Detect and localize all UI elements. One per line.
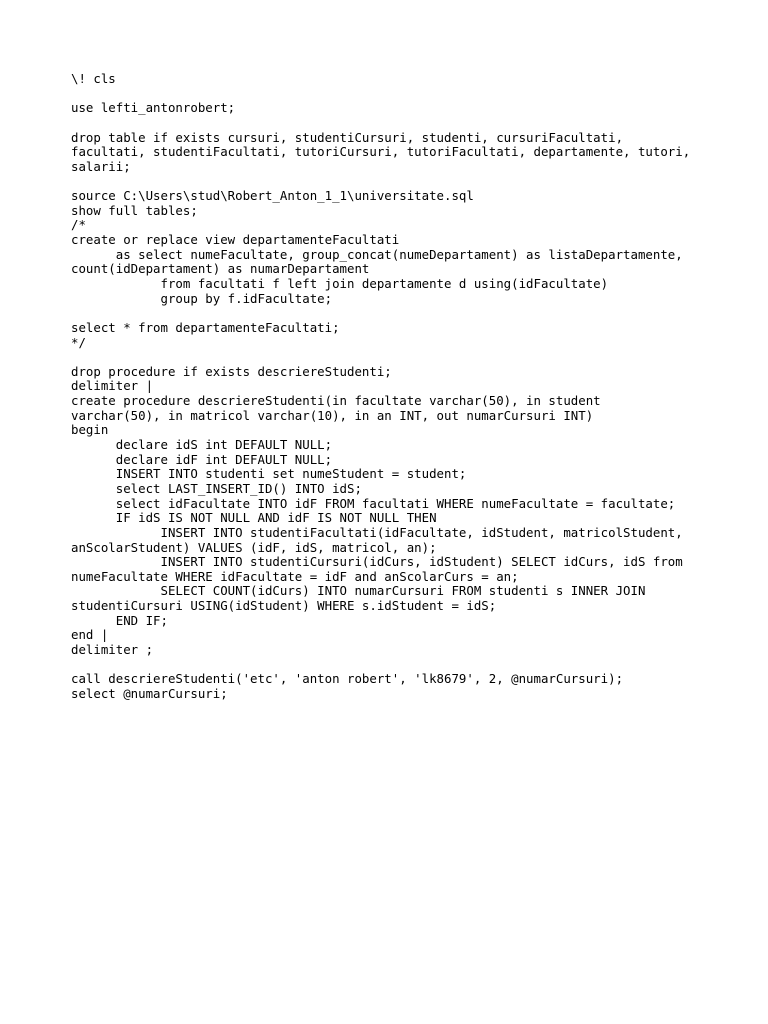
- code-line: anScolarStudent) VALUES (idF, idS, matricol, an);: [71, 539, 437, 555]
- code-line: [71, 306, 721, 321]
- code-line: from facultati f left join departamente d using(idFacultate): [71, 275, 609, 291]
- code-line: select LAST_INSERT_ID() INTO idS;: [71, 480, 362, 496]
- code-line: INSERT INTO studentiFacultati(idFacultate, idStudent, matricolStudent,: [71, 524, 683, 540]
- code-line: call descriereStudenti('etc', 'anton robert', 'lk8679', 2, @numarCursuri);: [71, 671, 624, 687]
- code-line: [71, 87, 721, 102]
- code-line: create or replace view departamenteFacultati: [71, 232, 400, 248]
- code-line: drop procedure if exists descriereStudenti;: [71, 363, 392, 379]
- code-line: INSERT INTO studentiCursuri(idCurs, idStudent) SELECT idCurs, idS from: [71, 554, 683, 570]
- code-line: END IF;: [71, 612, 168, 628]
- code-line: numeFacultate WHERE idFacultate = idF and anScolarCurs = an;: [71, 568, 519, 584]
- code-line: salarii;: [71, 158, 131, 174]
- code-line: [71, 174, 721, 189]
- code-line: INSERT INTO studenti set numeStudent = student;: [71, 466, 467, 482]
- code-line: begin: [71, 422, 109, 438]
- code-line: delimiter |: [71, 378, 154, 394]
- code-line: [71, 350, 721, 365]
- code-line: studentiCursuri USING(idStudent) WHERE s.idStudent = idS;: [71, 598, 497, 614]
- code-line: facultati, studentiFacultati, tutoriCursuri, tutoriFacultati, departamente, tutori,: [71, 144, 691, 160]
- code-line: [71, 658, 721, 673]
- code-line: create procedure descriereStudenti(in facultate varchar(50), in student: [71, 393, 601, 409]
- code-line: IF idS IS NOT NULL AND idF IS NOT NULL THEN: [71, 510, 437, 526]
- code-line: drop table if exists cursuri, studentiCursuri, studenti, cursuriFacultati,: [71, 129, 624, 145]
- code-line: varchar(50), in matricol varchar(10), in an INT, out numarCursuri INT): [71, 407, 594, 423]
- code-line: select idFacultate INTO idF FROM facultati WHERE numeFacultate = facultate;: [71, 495, 676, 511]
- code-line: delimiter ;: [71, 641, 154, 657]
- code-line: */: [71, 334, 86, 350]
- sql-code-block: [71, 72, 721, 702]
- code-line: \! cls: [71, 71, 116, 86]
- code-line: declare idF int DEFAULT NULL;: [71, 451, 333, 467]
- code-line: declare idS int DEFAULT NULL;: [71, 437, 333, 453]
- code-line: source C:\Users\stud\Robert_Anton_1_1\universitate.sql: [71, 188, 474, 204]
- code-line: use lefti_antonrobert;: [71, 100, 236, 116]
- code-line: end |: [71, 627, 109, 643]
- code-line: group by f.idFacultate;: [71, 290, 333, 306]
- code-line: count(idDepartament) as numarDepartament: [71, 261, 370, 277]
- code-line: SELECT COUNT(idCurs) INTO numarCursuri FROM studenti s INNER JOIN: [71, 583, 646, 599]
- code-line: show full tables;: [71, 202, 198, 218]
- code-line: select * from departamenteFacultati;: [71, 319, 340, 335]
- code-line: as select numeFacultate, group_concat(numeDepartament) as listaDepartamente,: [71, 246, 683, 262]
- code-line: select @numarCursuri;: [71, 685, 228, 701]
- code-line: /*: [71, 217, 86, 233]
- code-line: [71, 116, 721, 131]
